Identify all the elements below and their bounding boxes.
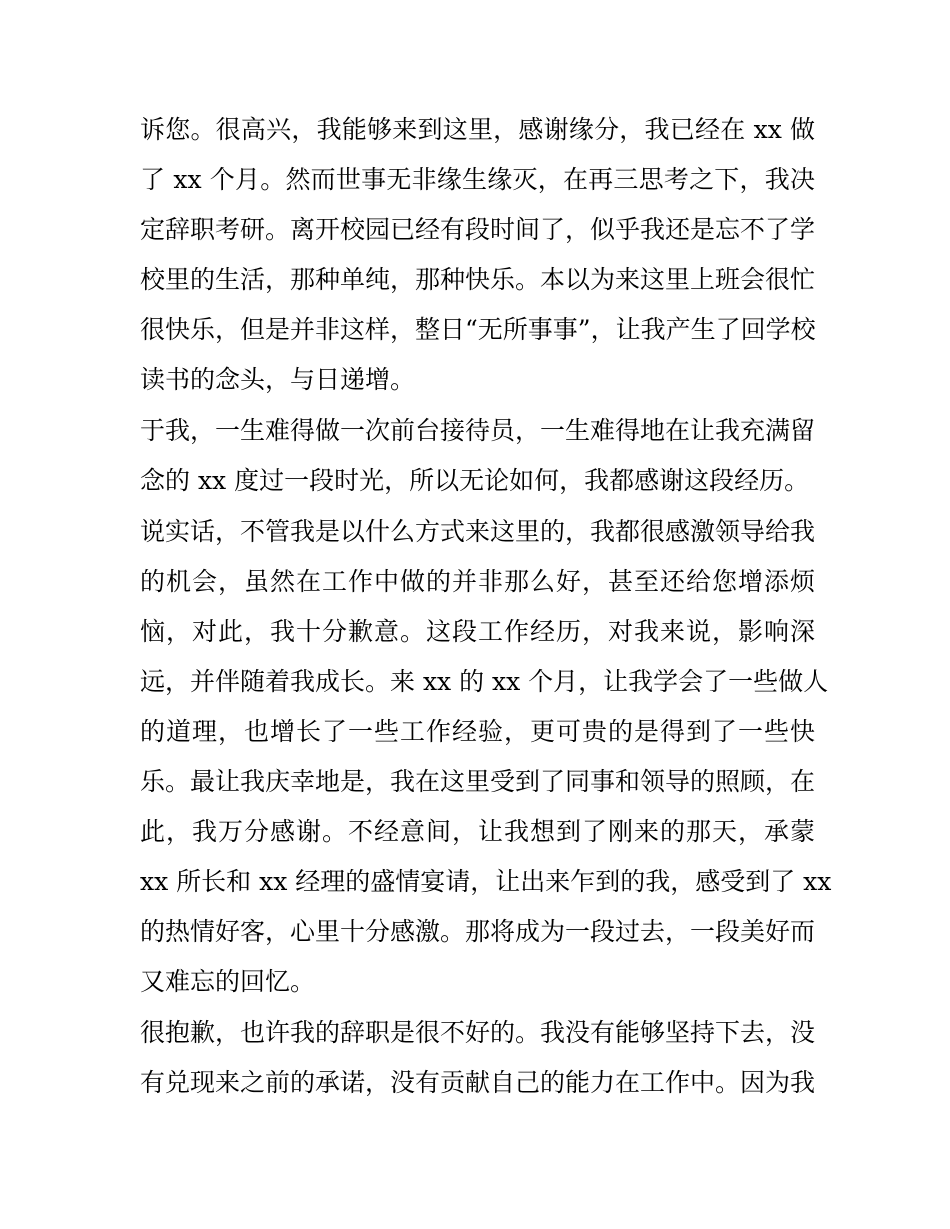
text-line: xx 所长和 xx 经理的盛情宴请，让出来乍到的我，感受到了 xx [140, 867, 832, 896]
text-line: 有兑现来之前的承诺，没有贡献自己的能力在工作中。因为我 [140, 1068, 816, 1097]
text-line: 又难忘的回忆。 [140, 967, 316, 996]
text-line: 念的 xx 度过一段时光，所以无论如何，我都感谢这段经历。 [140, 466, 810, 495]
text-line: 诉您。很高兴，我能够来到这里，感谢缘分，我已经在 xx 做 [140, 115, 815, 144]
text-line: 恼，对此，我十分歉意。这段工作经历，对我来说，影响深 [140, 617, 815, 646]
text-line: 很快乐，但是并非这样，整日“无所事事”，让我产生了回学校 [140, 315, 816, 344]
text-line: 校里的生活，那种单纯，那种快乐。本以为来这里上班会很忙 [140, 265, 816, 294]
text-line: 很抱歉，也许我的辞职是很不好的。我没有能够坚持下去，没 [140, 1018, 816, 1047]
text-line: 的热情好客，心里十分感激。那将成为一段过去，一段美好而 [140, 917, 816, 946]
text-line: 远，并伴随着我成长。来 xx 的 xx 个月，让我学会了一些做人 [140, 667, 829, 696]
text-line: 了 xx 个月。然而世事无非缘生缘灭，在再三思考之下，我决 [140, 165, 815, 194]
text-line: 定辞职考研。离开校园已经有段时间了，似乎我还是忘不了学 [140, 215, 816, 244]
text-line: 说实话，不管我是以什么方式来这里的，我都很感激领导给我 [140, 517, 816, 546]
text-line: 于我，一生难得做一次前台接待员，一生难得地在让我充满留 [140, 416, 816, 445]
text-line: 此，我万分感谢。不经意间，让我想到了刚来的那天，承蒙 [140, 817, 815, 846]
text-line: 的道理，也增长了一些工作经验，更可贵的是得到了一些快 [140, 717, 815, 746]
text-line: 乐。最让我庆幸地是，我在这里受到了同事和领导的照顾，在 [140, 767, 816, 796]
text-line: 的机会，虽然在工作中做的并非那么好，甚至还给您增添烦 [140, 567, 815, 596]
text-line: 读书的念头，与日递增。 [140, 365, 416, 394]
